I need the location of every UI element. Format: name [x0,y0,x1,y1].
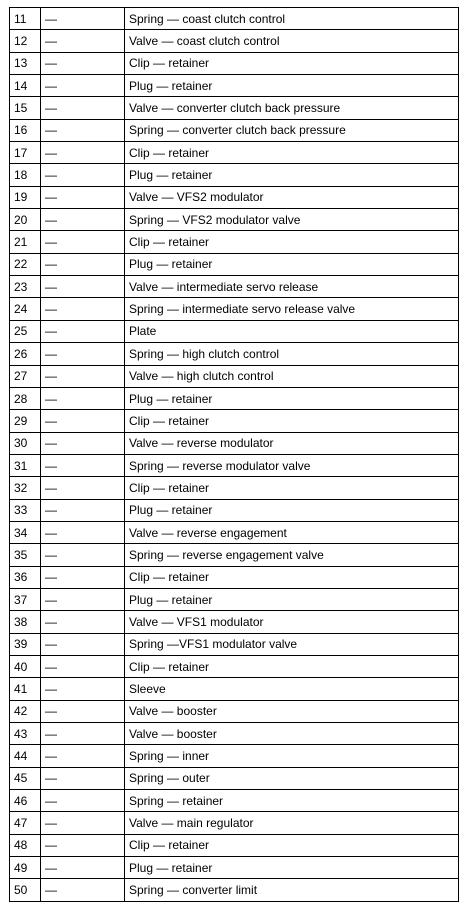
part-description-cell: Plug — retainer [125,588,459,610]
table-row [10,231,459,253]
table-row [10,119,459,141]
table-row [10,544,459,566]
part-description-cell: Spring — reverse modulator valve [125,454,459,476]
part-description-cell: Clip — retainer [125,477,459,499]
item-number-cell: 44 [10,745,41,767]
separator-dash-cell: — [41,75,125,97]
separator-dash-cell: — [41,834,125,856]
item-number-cell: 23 [10,276,41,298]
item-number-cell: 37 [10,588,41,610]
table-row [10,499,459,521]
table-row [10,700,459,722]
table-row [10,8,459,30]
separator-dash-cell: — [41,52,125,74]
separator-dash-cell: — [41,812,125,834]
item-number-cell: 34 [10,521,41,543]
table-row [10,320,459,342]
item-number-cell: 19 [10,186,41,208]
part-description-cell: Valve — reverse engagement [125,521,459,543]
part-description-cell: Spring — converter limit [125,879,459,901]
separator-dash-cell: — [41,119,125,141]
separator-dash-cell: — [41,8,125,30]
part-description-cell: Clip — retainer [125,566,459,588]
item-number-cell: 11 [10,8,41,30]
part-description-cell: Valve — main regulator [125,812,459,834]
separator-dash-cell: — [41,209,125,231]
item-number-cell: 48 [10,834,41,856]
part-description-cell: Valve — high clutch control [125,365,459,387]
part-description-cell: Valve — VFS2 modulator [125,186,459,208]
separator-dash-cell: — [41,879,125,901]
table-row [10,745,459,767]
part-description-cell: Spring —VFS1 modulator valve [125,633,459,655]
table-row [10,454,459,476]
table-row [10,432,459,454]
item-number-cell: 35 [10,544,41,566]
item-number-cell: 12 [10,30,41,52]
part-description-cell: Spring — retainer [125,790,459,812]
separator-dash-cell: — [41,499,125,521]
part-description-cell: Spring — VFS2 modulator valve [125,209,459,231]
item-number-cell: 28 [10,387,41,409]
table-row [10,678,459,700]
table-row [10,521,459,543]
separator-dash-cell: — [41,790,125,812]
part-description-cell: Sleeve [125,678,459,700]
separator-dash-cell: — [41,588,125,610]
item-number-cell: 49 [10,857,41,879]
part-description-cell: Spring — coast clutch control [125,8,459,30]
separator-dash-cell: — [41,410,125,432]
item-number-cell: 42 [10,700,41,722]
part-description-cell: Valve — VFS1 modulator [125,611,459,633]
separator-dash-cell: — [41,298,125,320]
table-row [10,566,459,588]
table-row [10,812,459,834]
part-description-cell: Spring — converter clutch back pressure [125,119,459,141]
item-number-cell: 45 [10,767,41,789]
separator-dash-cell: — [41,678,125,700]
item-number-cell: 32 [10,477,41,499]
item-number-cell: 29 [10,410,41,432]
part-description-cell: Valve — reverse modulator [125,432,459,454]
separator-dash-cell: — [41,566,125,588]
item-number-cell: 21 [10,231,41,253]
part-description-cell: Spring — inner [125,745,459,767]
table-row [10,75,459,97]
separator-dash-cell: — [41,857,125,879]
table-row [10,52,459,74]
part-description-cell: Plate [125,320,459,342]
separator-dash-cell: — [41,387,125,409]
part-description-cell: Clip — retainer [125,142,459,164]
item-number-cell: 26 [10,343,41,365]
separator-dash-cell: — [41,320,125,342]
separator-dash-cell: — [41,365,125,387]
table-row [10,790,459,812]
part-description-cell: Valve — booster [125,723,459,745]
table-row [10,142,459,164]
item-number-cell: 25 [10,320,41,342]
table-row [10,30,459,52]
part-description-cell: Spring — outer [125,767,459,789]
separator-dash-cell: — [41,30,125,52]
separator-dash-cell: — [41,655,125,677]
separator-dash-cell: — [41,164,125,186]
item-number-cell: 47 [10,812,41,834]
part-description-cell: Valve — booster [125,700,459,722]
item-number-cell: 20 [10,209,41,231]
item-number-cell: 31 [10,454,41,476]
separator-dash-cell: — [41,432,125,454]
item-number-cell: 30 [10,432,41,454]
item-number-cell: 38 [10,611,41,633]
item-number-cell: 39 [10,633,41,655]
item-number-cell: 16 [10,119,41,141]
item-number-cell: 13 [10,52,41,74]
part-description-cell: Spring — reverse engagement valve [125,544,459,566]
item-number-cell: 14 [10,75,41,97]
part-description-cell: Valve — intermediate servo release [125,276,459,298]
separator-dash-cell: — [41,253,125,275]
part-description-cell: Valve — coast clutch control [125,30,459,52]
table-row [10,477,459,499]
part-description-cell: Clip — retainer [125,655,459,677]
separator-dash-cell: — [41,97,125,119]
part-description-cell: Spring — intermediate servo release valve [125,298,459,320]
part-description-cell: Clip — retainer [125,834,459,856]
table-row [10,253,459,275]
separator-dash-cell: — [41,611,125,633]
table-row [10,186,459,208]
item-number-cell: 17 [10,142,41,164]
part-description-cell: Spring — high clutch control [125,343,459,365]
part-description-cell: Clip — retainer [125,52,459,74]
item-number-cell: 22 [10,253,41,275]
separator-dash-cell: — [41,276,125,298]
item-number-cell: 40 [10,655,41,677]
table-row [10,633,459,655]
table-row [10,97,459,119]
separator-dash-cell: — [41,477,125,499]
item-number-cell: 24 [10,298,41,320]
table-row [10,343,459,365]
item-number-cell: 41 [10,678,41,700]
separator-dash-cell: — [41,767,125,789]
item-number-cell: 18 [10,164,41,186]
item-number-cell: 33 [10,499,41,521]
separator-dash-cell: — [41,633,125,655]
table-row [10,387,459,409]
separator-dash-cell: — [41,700,125,722]
item-number-cell: 50 [10,879,41,901]
separator-dash-cell: — [41,544,125,566]
separator-dash-cell: — [41,521,125,543]
item-number-cell: 46 [10,790,41,812]
table-row [10,164,459,186]
table-row [10,410,459,432]
part-description-cell: Plug — retainer [125,253,459,275]
separator-dash-cell: — [41,231,125,253]
separator-dash-cell: — [41,723,125,745]
part-description-cell: Plug — retainer [125,164,459,186]
part-description-cell: Clip — retainer [125,410,459,432]
separator-dash-cell: — [41,186,125,208]
part-description-cell: Valve — converter clutch back pressure [125,97,459,119]
parts-legend-table [9,7,459,902]
item-number-cell: 27 [10,365,41,387]
table-row [10,767,459,789]
table-row [10,365,459,387]
part-description-cell: Plug — retainer [125,857,459,879]
table-row [10,655,459,677]
part-description-cell: Plug — retainer [125,387,459,409]
item-number-cell: 15 [10,97,41,119]
table-row [10,298,459,320]
item-number-cell: 36 [10,566,41,588]
separator-dash-cell: — [41,343,125,365]
separator-dash-cell: — [41,454,125,476]
table-row [10,879,459,901]
table-row [10,276,459,298]
part-description-cell: Plug — retainer [125,499,459,521]
table-row [10,611,459,633]
item-number-cell: 43 [10,723,41,745]
table-row [10,723,459,745]
separator-dash-cell: — [41,745,125,767]
table-row [10,857,459,879]
separator-dash-cell: — [41,142,125,164]
table-row [10,588,459,610]
part-description-cell: Clip — retainer [125,231,459,253]
parts-legend-body [10,8,459,902]
table-row [10,209,459,231]
table-row [10,834,459,856]
part-description-cell: Plug — retainer [125,75,459,97]
